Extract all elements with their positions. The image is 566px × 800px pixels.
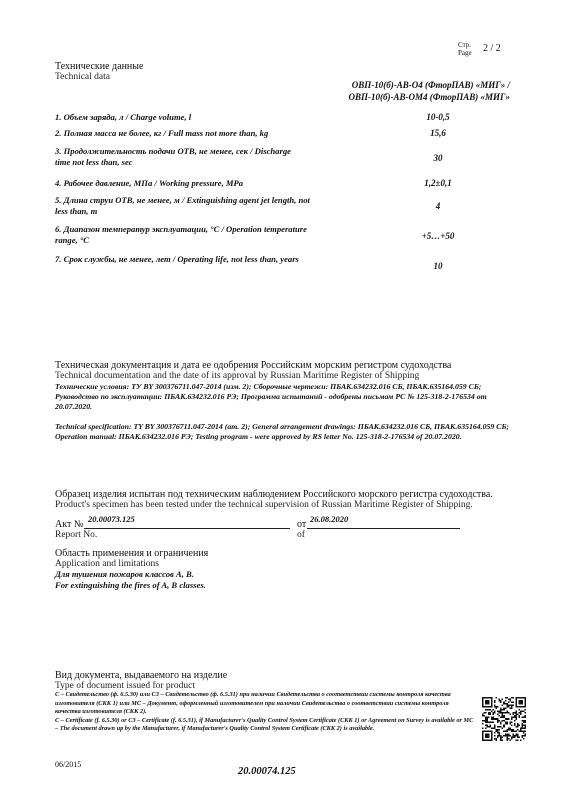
product-header-line-1: ОВП-10(б)-АВ-О4 (ФторПАВ) «МИГ» / [351, 80, 510, 90]
application-section [55, 548, 525, 591]
act-underline [84, 528, 290, 529]
documentation-heading-ru: Техническая документация и дата ее одобрения Российским морским регистром судоходства [55, 360, 452, 371]
report-date: 26.08.2020 [310, 514, 349, 524]
specimen-heading-ru: Образец изделия испытан под техническим наблюдением Российского морского регистра судоходства. [55, 489, 493, 500]
doc-type-text-en: C – Certificate (f. 6.5.30) or C3 – Certificate (f. 6.5.31), if Manufacturer's Quality Control System Certificate (CKK 1) or Agreement on Survey is available or MC – The document drawn up by the Manufacturer, if Manufacturer's Quality Control System Certificate (CKK 2) is available. [55, 716, 474, 733]
product-header [310, 80, 510, 103]
application-line-2: For extinguishing the fires of A, B classes. [55, 580, 206, 590]
documentation-section [55, 360, 515, 442]
doc-type-section [55, 670, 475, 734]
doc-type-heading-ru: Вид документа, выдаваемого на изделие [55, 670, 228, 681]
product-header-line-2: ОВП-10(б)-АВ-ОМ4 (ФторПАВ) «МИГ» [348, 91, 510, 102]
act-label: Акт № Report No. [55, 519, 98, 540]
specimen-section [55, 489, 525, 510]
page-label: Стр. Page [458, 41, 472, 57]
doc-type-text-ru: С – Свидетельство (ф. 6.5.30) или СЗ – Свидетельство (ф. 6.5.31) при наличии Свидетельства о соответствии системы контроля качества изготовителя (СКК 1) или МС – Документ, оформленный изготовителем при наличии Свидетельства о соответствии системы контроля качества изготовителя (СКК 2). [55, 691, 451, 716]
documentation-heading-en: Technical documentation and the date of its approval by Russian Maritime Register of Shipping [55, 371, 420, 381]
date-underline [307, 528, 460, 529]
act-number: 20.00073.125 [88, 514, 135, 524]
application-heading-en: Application and limitations [55, 559, 159, 569]
form-number: 06/2015 [55, 760, 82, 769]
qr-code [482, 697, 526, 741]
documentation-text-en: Technical specification: TY BY 300376711.047-2014 (am. 2); General arrangement drawings: ПБАК.634232.016 СБ, ПБАК.635164.059 СБ; Operation manual: ПБАК.634232.016 РЭ; Testing program - were approved by RS letter No. 125-318-2-176534 of 20.07.2020. [55, 422, 510, 441]
specimen-heading-en: Product's specimen has been tested under the technical supervision of Russian Maritime Register of Shipping. [55, 500, 473, 510]
application-line-1: Для тушения пожаров классов А, В. [55, 569, 194, 579]
doc-type-heading-en: Type of document issued for product [55, 681, 195, 691]
document-number: 20.00074.125 [238, 766, 296, 777]
tech-data-heading: Технические данные Technical data [55, 61, 144, 82]
date-label: от of [297, 519, 307, 540]
page-number: 2 / 2 [483, 43, 501, 54]
application-heading-ru: Область применения и ограничения [55, 548, 209, 559]
documentation-text-ru: Технические условия: ТУ BY 300376711.047-2014 (изм. 2); Сборочные чертежи: ПБАК.634232.016 СБ, ПБАК.635164.059 СБ; Руководство по эксплуатации: ПБАК.634232.016 РЭ; Программа испытаний - одобрены письмом РС № 125-318-2-176534 от 20.07.2020. [55, 382, 487, 411]
